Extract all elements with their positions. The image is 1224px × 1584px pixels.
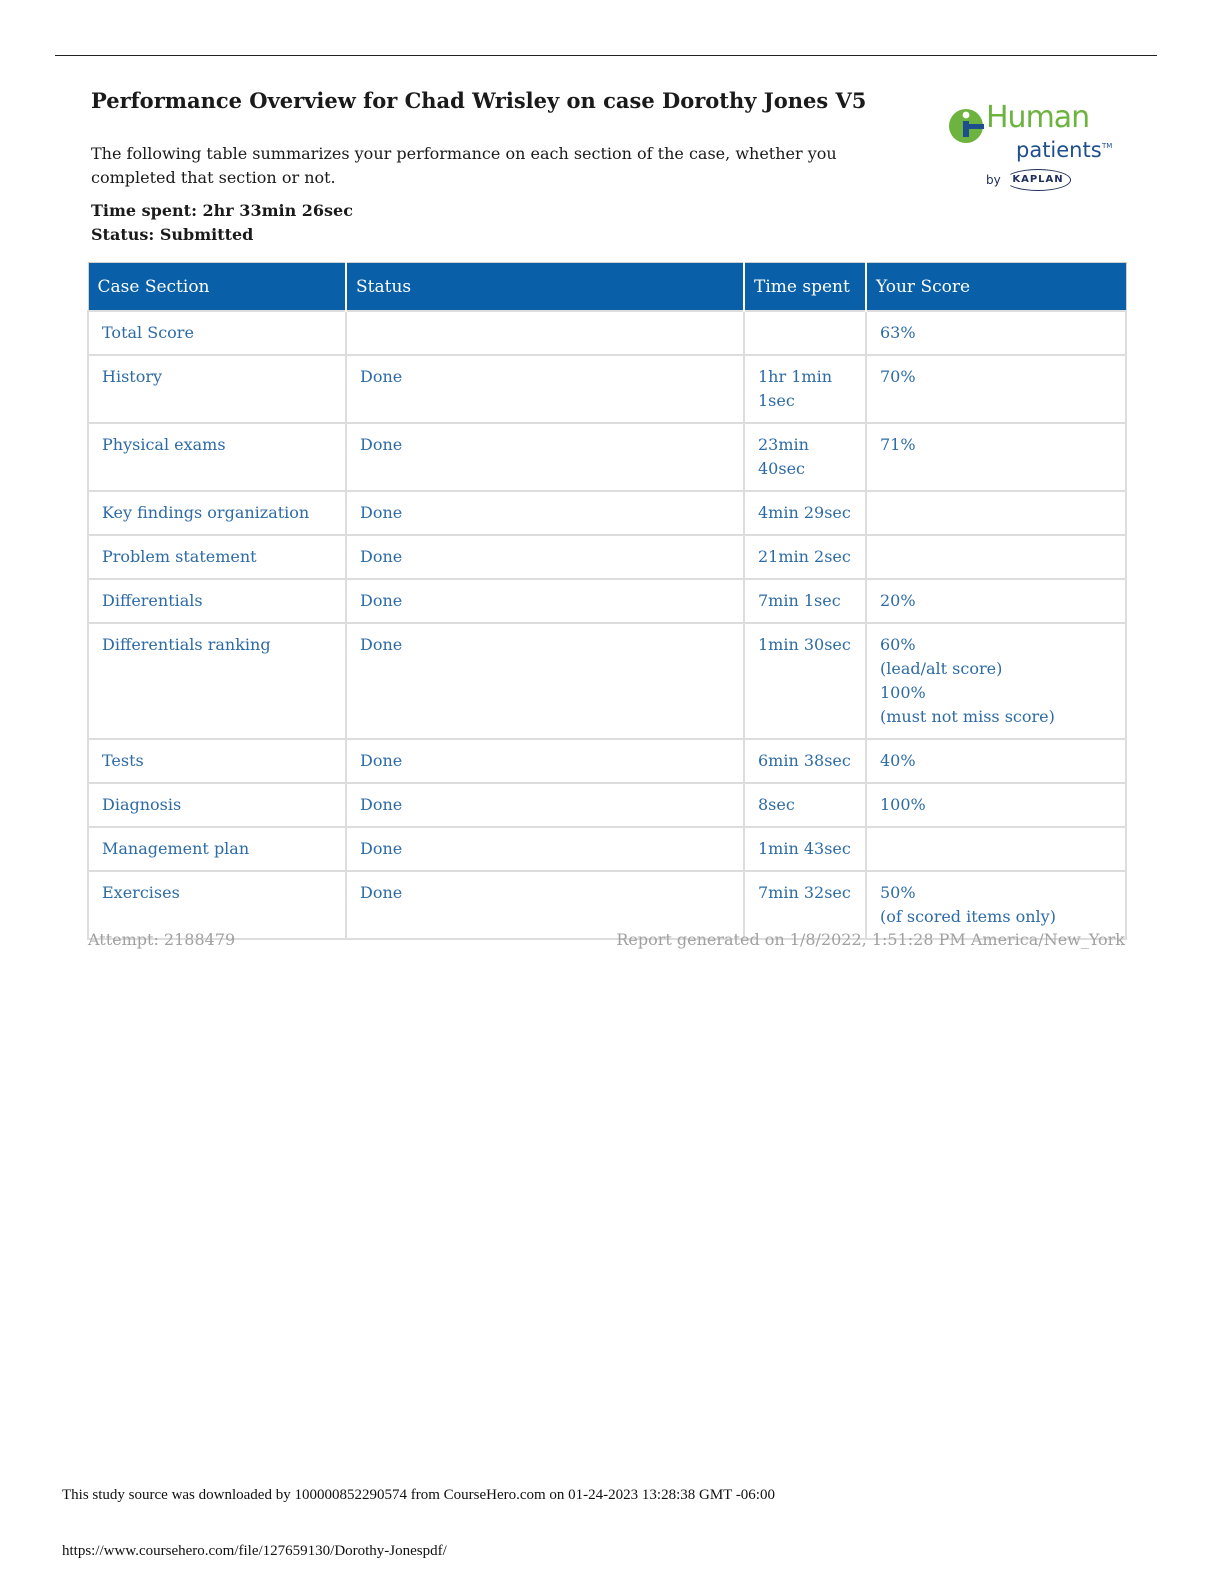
page-title: Performance Overview for Chad Wrisley on case Dorothy Jones V5 (91, 88, 867, 113)
table-row (88, 783, 1126, 827)
cell-time-spent (744, 311, 866, 355)
cell-your-score (866, 579, 1126, 623)
time-spent-line: 6min 38sec (758, 751, 851, 770)
table-header-row (88, 263, 1126, 312)
cell-time-spent (744, 783, 866, 827)
summary-meta (91, 199, 353, 247)
cell-time-spent (744, 355, 866, 423)
column-header-your-score: Your Score (866, 263, 1126, 312)
cell-status: Done (346, 355, 744, 423)
time-spent-line: 7min 1sec (758, 591, 841, 610)
time-spent-line: 8sec (758, 795, 795, 814)
intro-text: The following table summarizes your performance on each section of the case, whether you completed that section or not. (91, 144, 837, 187)
performance-table-body (88, 311, 1126, 939)
logo-kaplan-text: KAPLAN (1005, 169, 1071, 191)
cell-status: Done (346, 491, 744, 535)
time-spent-line: 21min 2sec (758, 547, 851, 566)
cell-status (346, 311, 744, 355)
cell-case-section: Tests (88, 739, 346, 783)
cell-your-score (866, 423, 1126, 491)
table-row (88, 579, 1126, 623)
performance-table (87, 262, 1127, 940)
cell-status: Done (346, 423, 744, 491)
time-spent-line: 1hr 1min (758, 367, 832, 386)
time-spent-line: 1sec (758, 391, 795, 410)
top-rule (55, 55, 1157, 56)
score-line: 70% (880, 367, 916, 386)
column-header-time-spent: Time spent (744, 263, 866, 312)
cell-status: Done (346, 783, 744, 827)
cell-time-spent (744, 423, 866, 491)
score-line: 71% (880, 435, 916, 454)
cell-status: Done (346, 827, 744, 871)
score-line: (must not miss score) (880, 707, 1055, 726)
cell-case-section: Problem statement (88, 535, 346, 579)
attempt-id: Attempt: 2188479 (88, 930, 236, 949)
cell-your-score (866, 355, 1126, 423)
logo-by-text: by (986, 173, 1001, 187)
cell-case-section: History (88, 355, 346, 423)
column-header-case-section: Case Section (88, 263, 346, 312)
table-row (88, 623, 1126, 739)
score-line: 63% (880, 323, 916, 342)
cell-status: Done (346, 871, 744, 939)
cell-case-section: Differentials (88, 579, 346, 623)
score-line: 100% (880, 795, 926, 814)
time-spent-line: 23min (758, 435, 809, 454)
cell-your-score (866, 827, 1126, 871)
score-line: (lead/alt score) (880, 659, 1003, 678)
score-line: 40% (880, 751, 916, 770)
time-spent-line: 1min 43sec (758, 839, 851, 858)
cell-your-score (866, 535, 1126, 579)
cell-status: Done (346, 579, 744, 623)
cell-time-spent (744, 535, 866, 579)
cell-status: Done (346, 535, 744, 579)
cell-your-score (866, 491, 1126, 535)
cell-your-score (866, 871, 1126, 939)
cell-time-spent (744, 623, 866, 739)
i-human-mark-icon (948, 106, 984, 146)
table-row (88, 827, 1126, 871)
cell-case-section: Total Score (88, 311, 346, 355)
table-row (88, 311, 1126, 355)
cell-case-section: Physical exams (88, 423, 346, 491)
cell-your-score (866, 623, 1126, 739)
table-row (88, 535, 1126, 579)
logo-human-text: Human (986, 100, 1090, 135)
submission-status: Status: Submitted (91, 225, 254, 244)
score-line: 20% (880, 591, 916, 610)
cell-time-spent (744, 579, 866, 623)
cell-your-score (866, 311, 1126, 355)
score-line: (of scored items only) (880, 907, 1056, 926)
cell-case-section: Exercises (88, 871, 346, 939)
cell-case-section: Key findings organization (88, 491, 346, 535)
table-row (88, 491, 1126, 535)
column-header-status: Status (346, 263, 744, 312)
logo-patients-text: patients (1016, 138, 1102, 162)
cell-case-section: Management plan (88, 827, 346, 871)
cell-status: Done (346, 623, 744, 739)
table-row (88, 423, 1126, 491)
cell-your-score (866, 739, 1126, 783)
table-row (88, 871, 1126, 939)
ihuman-patients-logo (946, 100, 1116, 196)
table-row (88, 739, 1126, 783)
source-url: https://www.coursehero.com/file/127659130/Dorothy-Jonespdf/ (62, 1543, 447, 1559)
download-source-note: This study source was downloaded by 100000852290574 from CourseHero.com on 01-24-2023 13:28:38 GMT -06:00 (62, 1487, 775, 1503)
report-generated-timestamp: Report generated on 1/8/2022, 1:51:28 PM America/New_York (616, 930, 1125, 949)
cell-time-spent (744, 491, 866, 535)
score-line: 50% (880, 883, 916, 902)
time-spent-line: 7min 32sec (758, 883, 851, 902)
total-time-spent: Time spent: 2hr 33min 26sec (91, 201, 353, 220)
cell-time-spent (744, 827, 866, 871)
cell-status: Done (346, 739, 744, 783)
cell-your-score (866, 783, 1126, 827)
score-line: 100% (880, 683, 926, 702)
time-spent-line: 1min 30sec (758, 635, 851, 654)
logo-trademark: TM (1102, 142, 1113, 150)
cell-case-section: Differentials ranking (88, 623, 346, 739)
cell-time-spent (744, 871, 866, 939)
time-spent-line: 4min 29sec (758, 503, 851, 522)
time-spent-line: 40sec (758, 459, 805, 478)
score-line: 60% (880, 635, 916, 654)
cell-case-section: Diagnosis (88, 783, 346, 827)
table-row (88, 355, 1126, 423)
cell-time-spent (744, 739, 866, 783)
